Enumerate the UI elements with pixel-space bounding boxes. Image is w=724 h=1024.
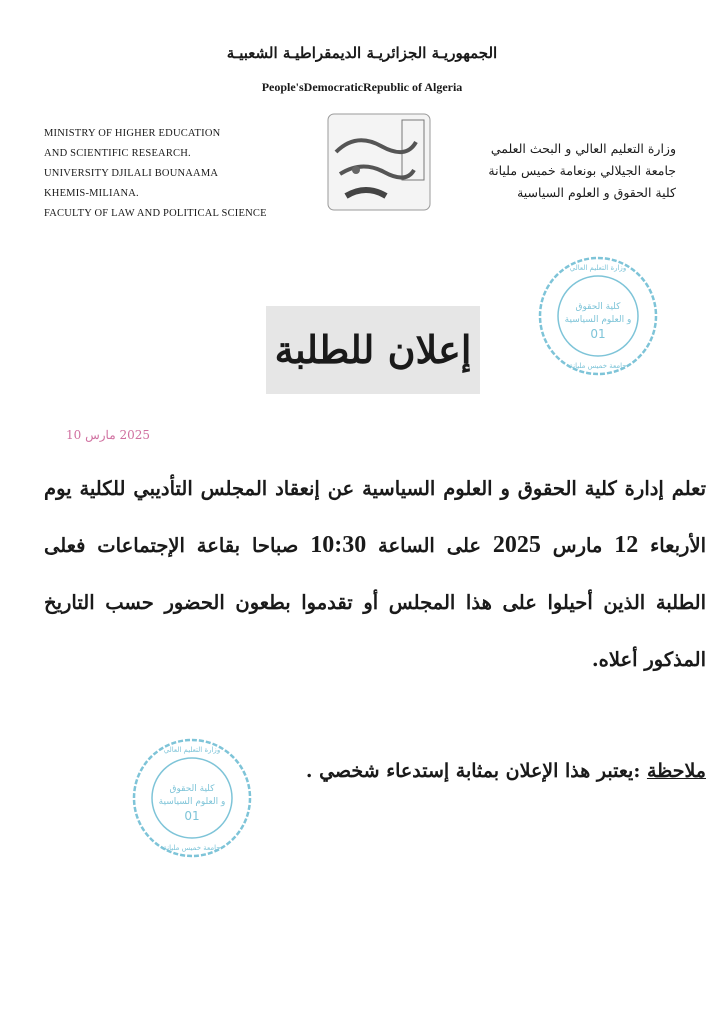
body-part: صباحا بقاعة الإجتماعات فعلى الطلبة الذين أحيلوا على هذا المجلس أو تقدموا بطعون الحضور حسب التاريخ المذكور أعلاه. [44,534,706,671]
english-institution-block [44,124,314,224]
announcement-body [44,460,706,688]
english-republic-header: People'sDemocraticRepublic of Algeria [261,80,463,94]
english-line: UNIVERSITY DJILALI BOUNAAMA [44,168,219,179]
arabic-line: وزارة التعليم العالي و البحث العلمي [490,141,676,156]
svg-text:كلية الحقوق: كلية الحقوق [575,302,621,312]
university-logo-icon [326,112,432,212]
stamp-icon [130,736,254,860]
english-line: MINISTRY OF HIGHER EDUCATION [44,128,221,139]
arabic-line: جامعة الجيلالي بونعامة خميس مليانة [488,163,676,178]
body-time: 10:30 [310,532,367,558]
note-label: ملاحظة [646,760,706,782]
date-stamp: 2025 مارس 10 [66,428,150,442]
svg-text:جامعة خميس مليانة: جامعة خميس مليانة [163,844,221,852]
english-line: FACULTY OF LAW AND POLITICAL SCIENCE [44,208,267,219]
svg-text:و العلوم السياسية: و العلوم السياسية [158,797,226,807]
body-year: 2025 [492,532,541,558]
arabic-institution-block [436,138,676,204]
svg-text:وزارة التعليم العالي: وزارة التعليم العالي [163,746,221,754]
note-text: :يعتبر هذا الإعلان بمثابة إستدعاء شخصي . [305,760,647,782]
official-stamp [130,736,254,860]
university-logo [326,112,432,212]
arabic-line: كلية الحقوق و العلوم السياسية [517,185,676,200]
svg-text:وزارة التعليم العالي: وزارة التعليم العالي [569,264,627,272]
stamp-icon [536,254,660,378]
english-line: KHEMIS-MILIANA. [44,188,139,199]
svg-text:جامعة خميس مليانة: جامعة خميس مليانة [569,362,627,370]
svg-text:و العلوم السياسية: و العلوم السياسية [564,315,632,325]
body-part: مارس [540,534,615,557]
body-part: تعلم إدارة كلية الحقوق و العلوم السياسية عن إنعقاد المجلس التأديبي للكلية يوم الأربعاء [44,477,706,557]
svg-text:كلية الحقوق: كلية الحقوق [169,784,215,794]
svg-text:01: 01 [184,809,200,823]
svg-text:01: 01 [590,327,606,341]
announcement-title: إعلان للطلبة [274,327,472,372]
body-day: 12 [614,532,639,558]
arabic-republic-header: الجمهوريـة الجزائريـة الديمقراطيـة الشعبيـة [226,44,498,62]
english-line: AND SCIENTIFIC RESEARCH. [44,148,191,159]
body-part: على الساعة [366,534,493,557]
official-stamp [536,254,660,378]
